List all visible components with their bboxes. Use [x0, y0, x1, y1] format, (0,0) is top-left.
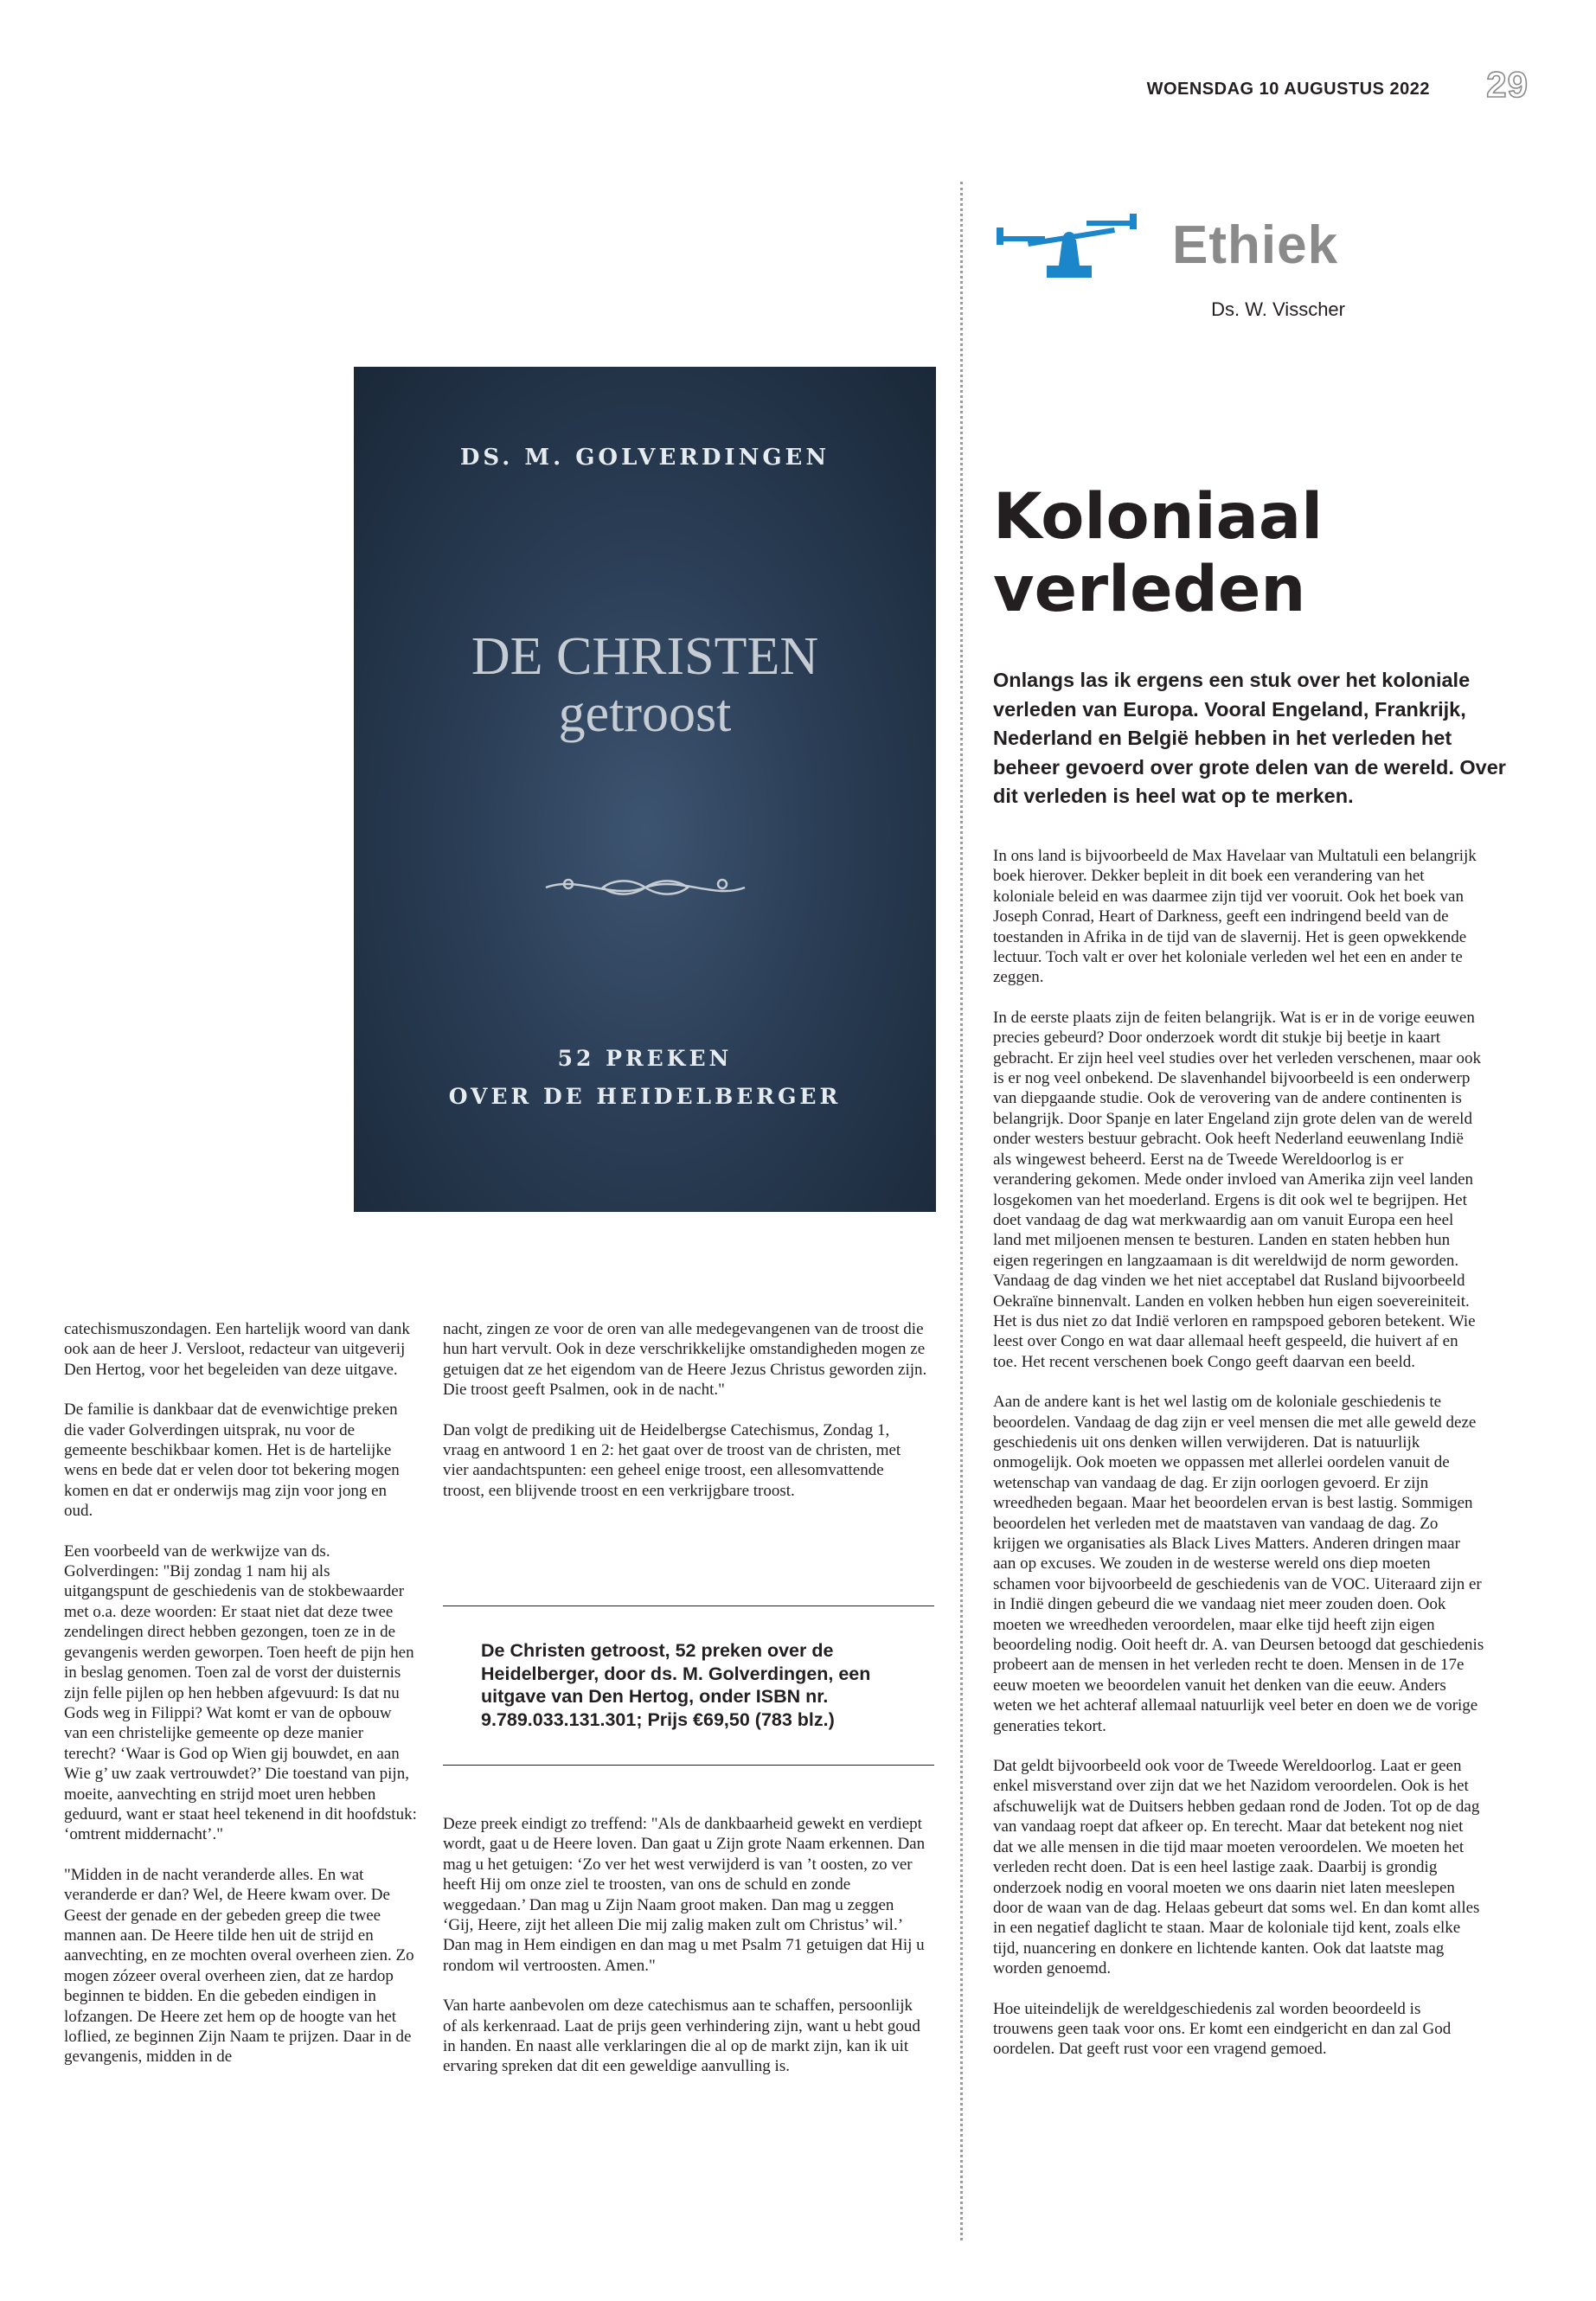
- review-column-left: [64, 1319, 419, 2087]
- issue-date: WOENSDAG 10 AUGUSTUS 2022: [1146, 80, 1430, 99]
- ornament-flourish-icon: [542, 875, 748, 900]
- paragraph: nacht, zingen ze voor de oren van alle medegevangenen van de troost die hun hart vervult. Ook in deze verschrikkelijke omstandigheden mogen ze getuigen dat ze het eigendom van de Heere Jezus Christus geworden zijn. Die troost geeft Psalmen, ook in de nacht.": [443, 1320, 927, 1400]
- paragraph: In ons land is bijvoorbeeld de Max Havelaar van Multatuli een belangrijk boek hierover. Dekker bepleit in dit boek een verandering van het koloniale beleid en was daarmee zijn tijd ver vooruit. Ook het boek van Joseph Conrad, Heart of Darkness, geeft een indringend beeld van de toestanden in Afrika in de tijd van de slavernij. Het is geen opwekkende lectuur. Toch valt er over het koloniale verleden wel het een en ander te zeggen.: [993, 847, 1477, 987]
- article-body: [993, 846, 1484, 2080]
- section-title: Ethiek: [1172, 215, 1339, 275]
- book-cover-author: DS. M. GOLVERDINGEN: [459, 445, 830, 471]
- paragraph: catechismuszondagen. Een hartelijk woord van dank ook aan de heer J. Versloot, redacteur van uitgeverij Den Hertog, voor het begeleiden van deze uitgave.: [64, 1320, 410, 1379]
- paragraph: Een voorbeeld van de werkwijze van ds. Golverdingen: "Bij zondag 1 nam hij als uitgangspunt de geschiedenis van de stokbewaarder met o.a. deze woorden: Er staat niet dat deze twee zendelingen direct hebben gezongen, toen ze in de gevangenis werden geworpen. Toen heeft de pijn hen in beslag genomen. Toen zal de vorst der duisternis zijn felle pijlen op hen hebben afgevuurd: Is dat nu Gods weg in Filippi? Wat komt er van de opbouw van een christelijke gemeente op deze manier terecht? ‘Waar is God op Wien gij bouwdet, en aan Wie g’ uw zaak vertrouwdet?’ Die toestand van pijn, moeite, aanvechting en strijd moet uren hebben geduurd, want er staat heel tekenend in dit hoofdstuk: ‘omtrent middernacht’.": [64, 1541, 417, 1844]
- book-cover-title-line: getroost: [558, 684, 732, 743]
- book-cover-subtitle-line: 52 PREKEN: [557, 1046, 733, 1071]
- paragraph: Hoe uiteindelijk de wereldgeschiedenis zal worden beoordeeld is trouwens geen taak voor ons. Er komt een eindgericht en dan zal God oordelen. Dat geeft rust voor een vragend gemoed.: [993, 1999, 1452, 2059]
- article-headline: Koloniaal verleden: [993, 480, 1324, 626]
- paragraph: Dat geldt bijvoorbeeld ook voor de Tweede Wereldoorlog. Laat er geen enkel misverstand over zijn dat we het Nazidom veroordelen. Ook is het afschuwelijk wat de Duitsers hebben gedaan rond de Joden. Tot op de dag van vandaag roept dat afkeer op. En terecht. Maar dat betekent nog niet dat we alle mensen in die tijd maar moeten veroordelen. We moeten het verleden recht doen. Dat is een heel lastige zaak. Daarbij is grondig onderzoek nodig en vooral moeten we ons daarin niet laten meeslepen door de waan van de dag. Helaas gebeurt dat soms wel. En dan komt alles in een negatief daglicht te staan. Maar de koloniale tijd kent, zoals elke tijd, nuancering en donkere en lichtende kanten. Ook dat laatste mag worden genoemd.: [993, 1757, 1480, 1978]
- paragraph: In de eerste plaats zijn de feiten belangrijk. Wat is er in de vorige eeuwen precies gebeurd? Door onderzoek wordt dit stukje bij beetje in kaart gebracht. Er zijn heel veel studies over het verleden verschenen, maar ook is er nog veel onbekend. De slavenhandel bijvoorbeeld is een onderwerp van diepgaande studie. Ook de verovering van de andere continenten is belangrijk. Door Spanje en later Engeland zijn grote delen van de wereld onder westers bestuur gebracht. Ook heeft Nederland eeuwenlang Indië als wingewest beheerd. Eerst na de Tweede Wereldoorlog is er verandering gekomen. Mede onder invloed van Amerika zijn veel landen losgekomen van het moederland. Ergens is dit ook wel te begrijpen. Het doet vandaag de dag wat merkwaardig aan om vanuit Europa een heel land met miljoenen mensen te besturen. Landen en staten hebben hun eigen regeringen en langzaamaan is dit wereldwijd de norm geworden. Vandaag de dag vinden we het niet acceptabel dat Rusland bijvoorbeeld Oekraïne binnenvalt. Landen en volken hebben hun eigen soevereiniteit. Het is dus niet zo dat Indië verloren en rampspoed geboren betekent. Wie leest over Congo en wat daar allemaal heeft gespeeld, die huivert af en toe. Het recent verschenen boek Congo geeft daarvan een beeld.: [993, 1008, 1481, 1371]
- book-cover-image: [354, 367, 936, 1212]
- article-lead: Onlangs las ik ergens een stuk over het koloniale verleden van Europa. Vooral Engeland, Frankrijk, Nederland en België hebben in het verleden het beheer gevoerd over grote delen van de wereld. Over dit verleden is heel wat op te merken.: [993, 669, 1506, 807]
- paragraph: "Midden in de nacht veranderde alles. En wat veranderde er dan? Wel, de Heere kwam over. De Geest der genade en der gebeden greep die twee mannen aan. De Heere tilde hen uit de strijd en aanvechting, en ze mochten overal overheen zien. Zo mogen zózeer overal overheen zien, dat ze hardop beginnen te bidden. En die gebeden eindigen in lofzangen. De Heere zet hem op de hoogte van het loflied, ze beginnen Zijn Naam te prijzen. Daar in de gevangenis, midden in de: [64, 1865, 414, 2067]
- paragraph: Deze preek eindigt zo treffend: "Als de dankbaarheid gewekt en verdiept wordt, gaat u de Heere loven. Dan gaat u Zijn grote Naam erkennen. Dan mag u het getuigen: ‘Zo ver het west verwijderd is van ’t oosten, zo ver heeft Hij om onze ziel te troosten, van ons de schuld en zonde weggedaan.’ Dan mag u Zijn Naam groot maken. Dan mag u zeggen ‘Gij, Heere, zijt het alleen Die mij zalig maken zult om Christus’ wil.’ Dan mag in Hem eindigen en dan mag u met Psalm 71 getuigen dat Hij u rondom wil vertroosten. Amen.": [443, 1815, 926, 1975]
- paragraph: Aan de andere kant is het wel lastig om de koloniale geschiedenis te beoordelen. Vandaag de dag zijn er veel mensen die met alle geweld deze geschiedenis uit ons denken willen verwijderen. Dat is natuurlijk onmogelijk. Ook moeten we oppassen met allerlei oordelen vanuit de wetenschap van vandaag de dag. Er zijn oorlogen gevoerd. Er zijn wreedheden begaan. Maar het beoordelen ervan is best lastig. Sommigen beoordelen het verleden met de maatstaven van vandaag de dag. Zo krijgen we organisaties als Black Lives Matters. Anderen dringen maar aan op excuses. We zouden in de westerse wereld ons diep moeten schamen voor bijvoorbeeld de geschiedenis van de VOC. Uiteraard zijn er in Indië dingen gebeurd die we vandaag niet meer zouden doen. Ook moeten we wreedheden veroordelen, maar elke tijd heeft zijn eigen beoordeling nodig. Ooit heeft dr. A. van Deursen betoogd dat geschiedenis probeert aan de mensen in het verleden recht te doen. Mensen in de 17e eeuw moeten we beoordelen vanuit het denken van die eeuw. Anders weten we het achteraf allemaal natuurlijk veel beter en doen we de vorige generaties tekort.: [993, 1393, 1484, 1735]
- author-byline: Ds. W. Visscher: [1211, 298, 1345, 320]
- book-cover-title-line: DE CHRISTEN: [471, 627, 819, 686]
- book-info-text: De Christen getroost, 52 preken over de Heidelberger, door ds. M. Golverdingen, een uitgave van Den Hertog, onder ISBN nr. 9.789.033.131.301; Prijs €69,50 (783 blz.): [481, 1640, 871, 1730]
- paragraph: De familie is dankbaar dat de evenwichtige preken die vader Golverdingen uitsprak, nu voor de gemeente beschikbaar komen. Het is de hartelijke wens en bede dat er velen door tot bekering mogen komen en dat er onderwijs mag zijn voor jong en oud.: [64, 1400, 400, 1521]
- page-number: 29: [1486, 64, 1529, 105]
- review-column-middle-bottom: [443, 1814, 927, 2097]
- column-divider: [960, 182, 963, 2240]
- book-cover-title: [354, 628, 936, 742]
- book-cover-subtitle-line: OVER DE HEIDELBERGER: [448, 1084, 842, 1109]
- book-cover-subtitle: [354, 1040, 936, 1116]
- book-info-box: [443, 1606, 934, 1766]
- paragraph: Dan volgt de prediking uit de Heidelbergse Catechismus, Zondag 1, vraag en antwoord 1 en 2: het gaat over de troost van de christen, met vier aandachtspunten: een geheel enige troost, een allesomvattende troost, een blijvende troost en een verkrijgbare troost.: [443, 1420, 901, 1500]
- balance-scale-icon: [993, 212, 1140, 290]
- review-column-middle-top: [443, 1319, 927, 1521]
- paragraph: Van harte aanbevolen om deze catechismus aan te schaffen, persoonlijk of als kerkenraad. Laat de prijs geen verhindering zijn, want u hebt goud in handen. En naast alle verklaringen die al op de markt zijn, kan ik uit ervaring spreken dat dit een geweldige aanvulling is.: [443, 1997, 920, 2076]
